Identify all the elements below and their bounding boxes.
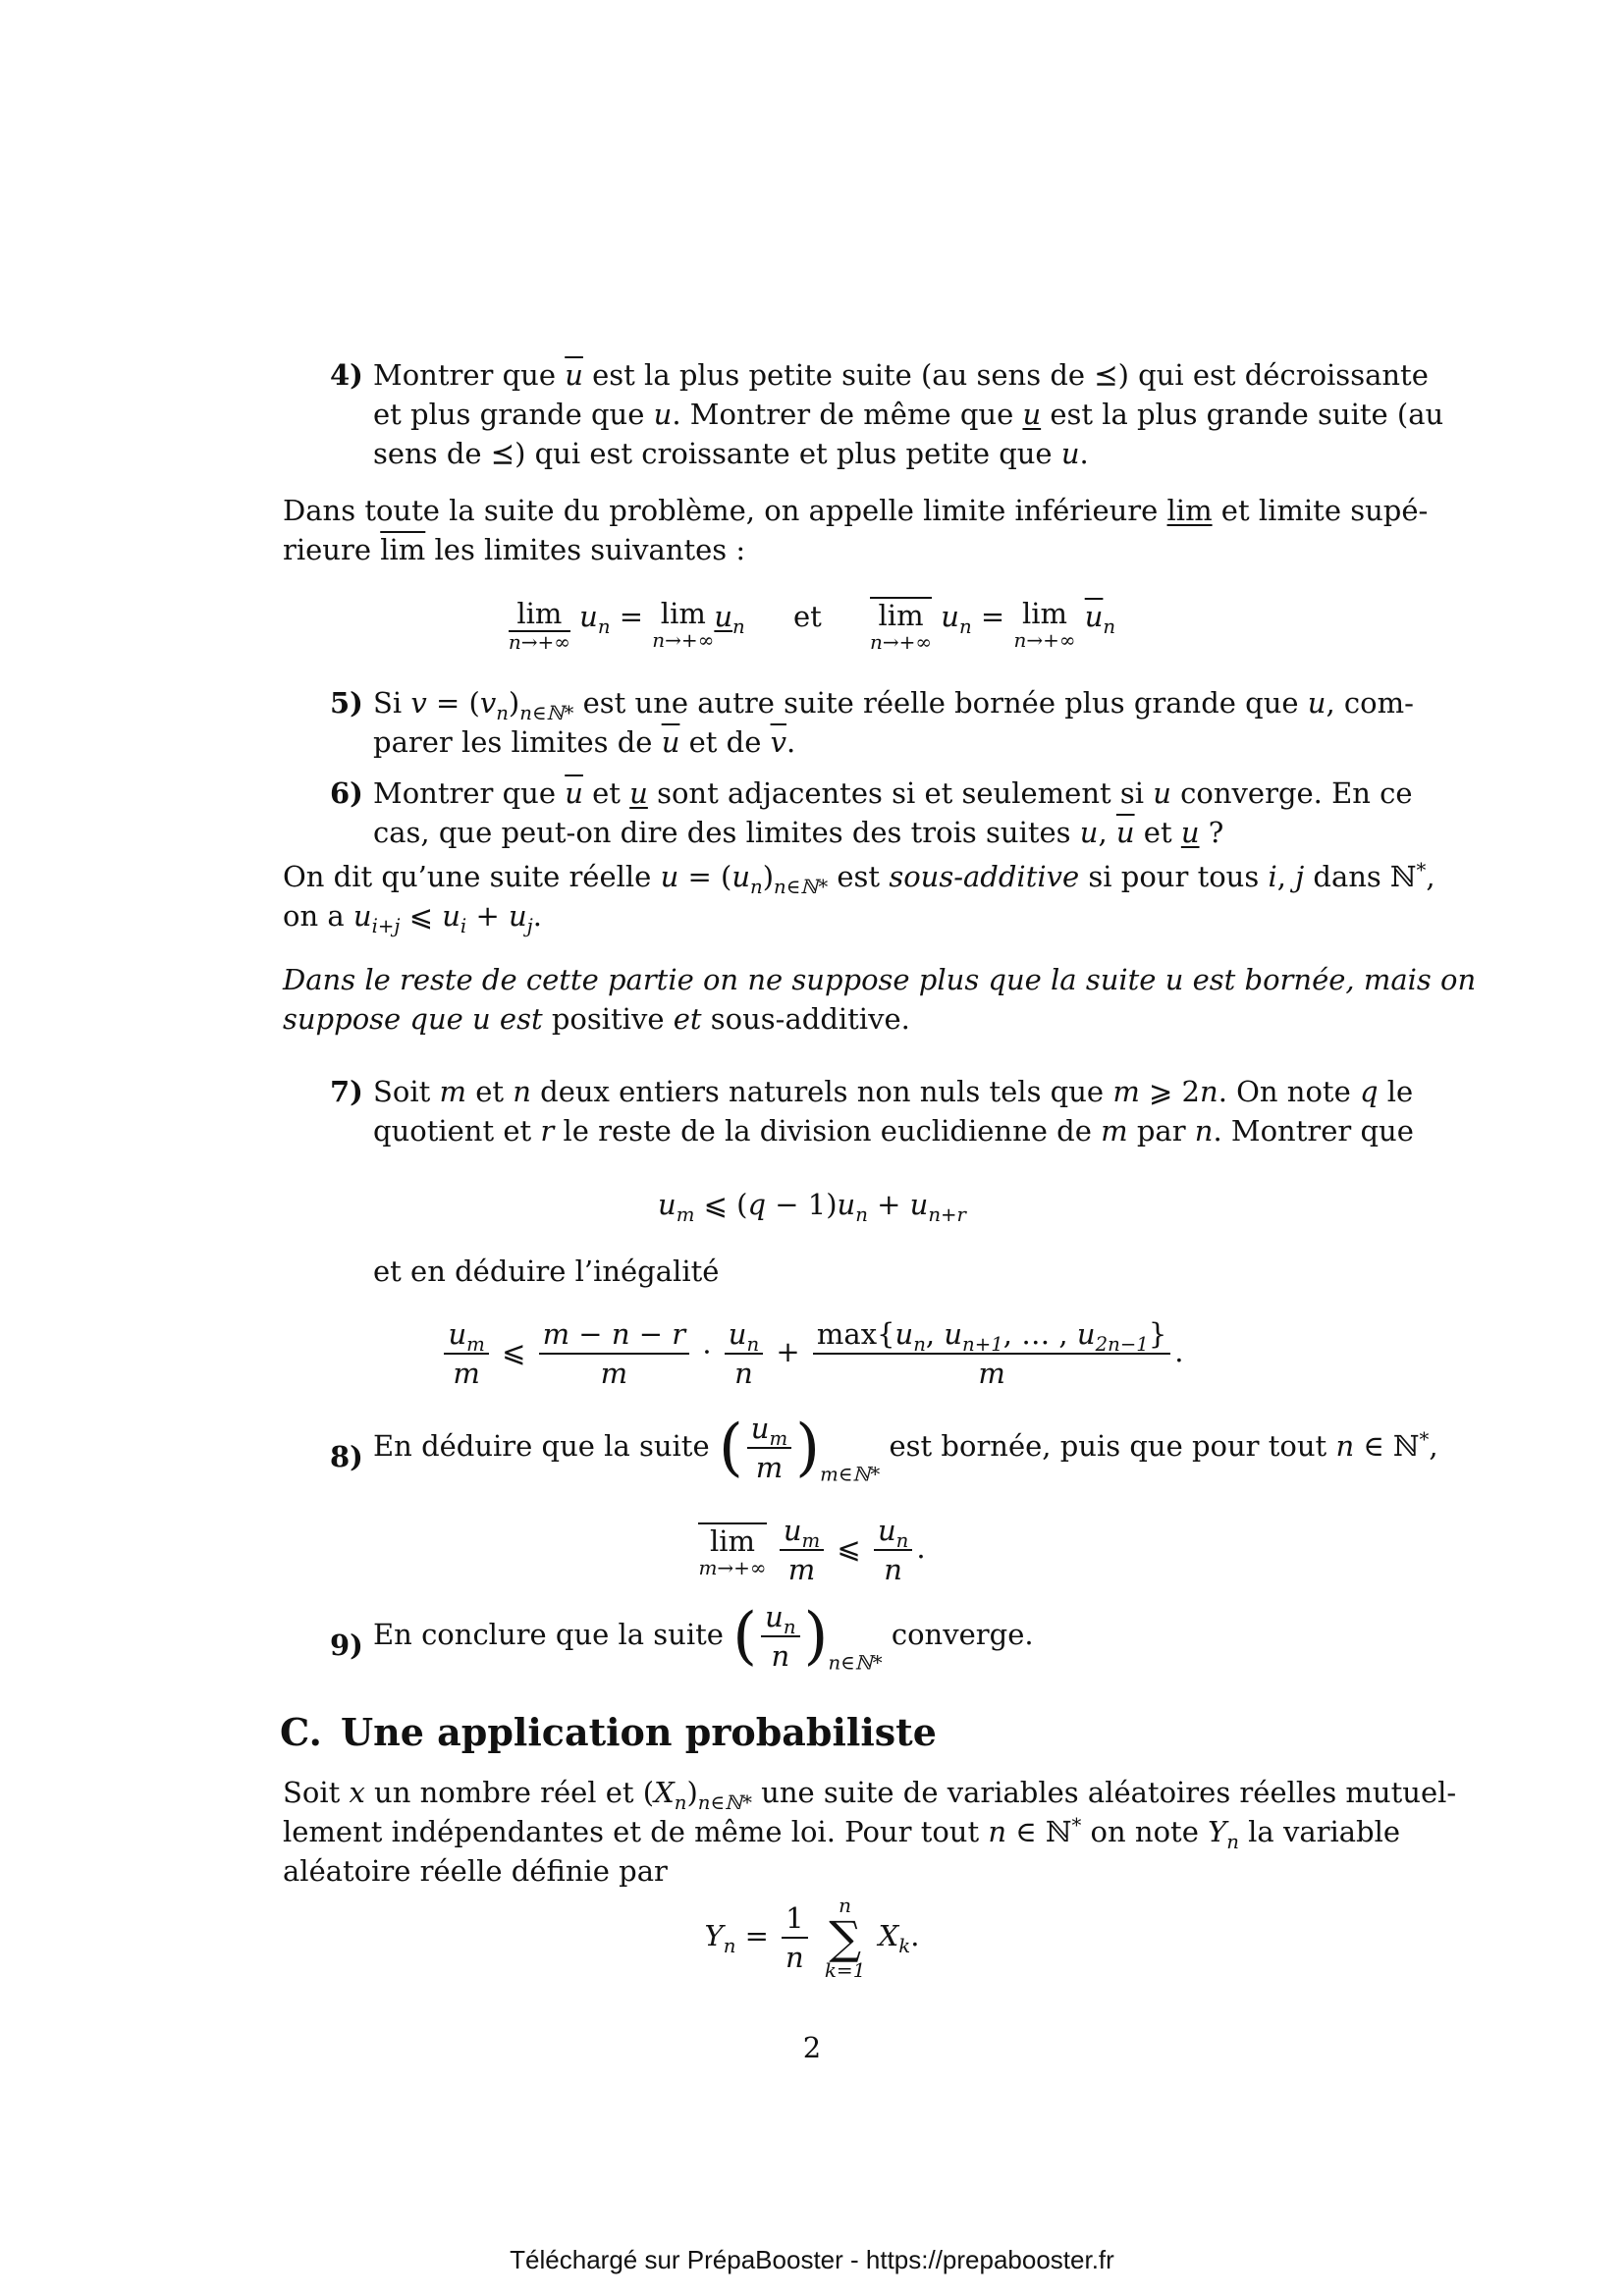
- question-5-line-1: Si $v = (v_n)_{n\in ℕ*}$ est une autre suite réelle bornée plus grande que u, com-: [373, 686, 1414, 724]
- paragraph-sous-additive-line-1: On dit qu’une suite réelle $u = (u_n)_{n\in ℕ*}$ est sous-additive si pour tous i, j dans ℕ*,: [283, 859, 1435, 898]
- paragraph-lim-line-1: Dans toute la suite du problème, on appelle limite inférieure lim et limite supé-: [283, 494, 1429, 527]
- question-number-8: 8): [330, 1440, 363, 1473]
- question-number-9: 9): [330, 1629, 363, 1662]
- question-4-line-1: Montrer que $\overline{u}$ est la plus petite suite (au sens de ⪯) qui est décroissante: [373, 358, 1429, 392]
- question-9-line-1: En conclure que la suite ( $\frac{u_n}{n}$ )$_{n\in ℕ*}$ converge.: [373, 1600, 1034, 1675]
- question-number-6: 6): [330, 776, 363, 810]
- page-number: 2: [802, 2031, 822, 2064]
- question-number-7: 7): [330, 1075, 363, 1108]
- question-number-4: 4): [330, 358, 363, 392]
- question-7-line-3: et en déduire l’inégalité: [373, 1255, 720, 1288]
- paragraph-sous-additive-line-2: on a $u_{i+j}$ ⩽ $u_i + u_j$.: [283, 899, 542, 937]
- footer-download-link[interactable]: Téléchargé sur PrépaBooster - https://prepabooster.fr: [510, 2245, 1114, 2274]
- paragraph-lim-line-2: rieure $\overline{lim}$ les limites suivantes :: [283, 533, 746, 566]
- question-4-line-3: sens de ⪯) qui est croissante et plus petite que u.: [373, 437, 1089, 470]
- question-5-line-2: parer les limites de $\overline{u}$ et de $\overline{v}$.: [373, 725, 796, 759]
- paragraph-hypothesis-line-2: suppose que u est positive et sous-additive.: [283, 1002, 910, 1036]
- equation-um-bound: $u_m$ ⩽ $(q - 1)u_n + u_{n+r}$: [658, 1188, 966, 1226]
- question-6-line-1: Montrer que $\overline{u}$ et u sont adjacentes si et seulement si u converge. En ce: [373, 776, 1413, 810]
- paragraph-c-line-1: Soit x un nombre réel et $(X_n)_{n\in ℕ*}$ une suite de variables aléatoires réelles mutuel-: [283, 1776, 1457, 1814]
- question-8-line-1: En déduire que la suite ( $\frac{u_m}{m}$ )$_{m\in ℕ*}$ est bornée, puis que pour tout n ∈ ℕ*,: [373, 1412, 1438, 1486]
- question-7-line-2: quotient et r le reste de la division euclidienne de m par n. Montrer que: [373, 1114, 1414, 1148]
- question-6-line-2: cas, que peut-on dire des limites des trois suites u, $\overline{u}$ et u ?: [373, 816, 1224, 849]
- question-number-5: 5): [330, 686, 363, 720]
- question-4-line-2: et plus grande que u. Montrer de même que u est la plus grande suite (au: [373, 398, 1444, 431]
- section-heading-c: C. Une application probabiliste: [280, 1710, 937, 1754]
- equation-yn-definition: $Y_n$ = $\frac{1}{n}$ n ∑ k=1 $X_k$.: [704, 1894, 920, 1982]
- equation-lim-definitions: lim n→+∞ $u_n$ = lim n→+∞ $u_n$ et lim n→+∞ $u_n$ = lim n→+∞ $\overline{u}_n$: [508, 597, 1116, 654]
- paragraph-c-line-2: lement indépendantes et de même loi. Pour tout n ∈ ℕ* on note $Y_n$ la variable: [283, 1814, 1401, 1853]
- paragraph-c-line-3: aléatoire réelle définie par: [283, 1854, 668, 1888]
- paragraph-hypothesis-line-1: Dans le reste de cette partie on ne suppose plus que la suite u est bornée, mais on: [283, 963, 1477, 996]
- equation-limsup-bound: lim m→+∞ $\frac{u_m}{m}$ ⩽ $\frac{u_n}{n}$ .: [698, 1514, 926, 1586]
- question-7-line-1: Soit m et n deux entiers naturels non nuls tels que m ⩾ 2n. On note q le: [373, 1075, 1414, 1108]
- equation-um-over-m-inequality: $\frac{u_m}{m}$ ⩽ $\frac{m - n - r}{m}$ · $\frac{u_n}{n}$ + $\frac{\max\{u_n, u_{n+1}, \dots , u_{2n-1}\}}{m}$ .: [0, 1315, 1624, 1392]
